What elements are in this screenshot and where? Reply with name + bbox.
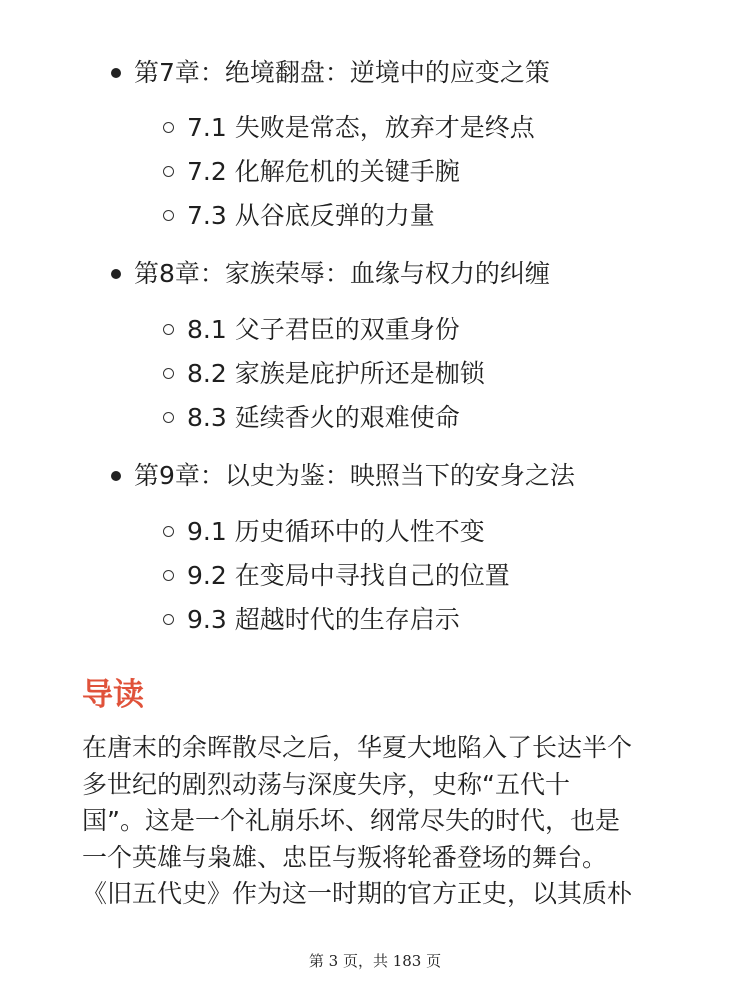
bullet-circle-icon bbox=[163, 614, 174, 625]
toc-chapter-9[interactable] bbox=[134, 459, 575, 493]
paragraph-line: 《旧五代史》作为这一时期的官方正史，以其质朴 bbox=[82, 879, 633, 908]
toc-section-9-1[interactable] bbox=[187, 515, 485, 549]
section-title: 8.1 父子君臣的双重身份 bbox=[187, 315, 460, 344]
toc-chapter-8[interactable] bbox=[134, 257, 550, 291]
chapter-title: 第8章：家族荣辱：血缘与权力的纠缠 bbox=[134, 259, 550, 288]
section-title: 7.1 失败是常态，放弃才是终点 bbox=[187, 113, 535, 142]
paragraph-line: 国”。这是一个礼崩乐坏、纲常尽失的时代，也是 bbox=[82, 806, 620, 835]
section-title: 9.1 历史循环中的人性不变 bbox=[187, 517, 485, 546]
bullet-circle-icon bbox=[163, 412, 174, 423]
toc-section-8-1[interactable] bbox=[187, 313, 460, 347]
section-title: 7.2 化解危机的关键手腕 bbox=[187, 157, 460, 186]
toc-section-7-2[interactable] bbox=[187, 155, 460, 189]
toc-chapter-7[interactable] bbox=[134, 56, 550, 90]
page-number: 第 3 页，共 183 页 bbox=[308, 952, 442, 970]
section-title: 9.2 在变局中寻找自己的位置 bbox=[187, 561, 510, 590]
section-title: 7.3 从谷底反弹的力量 bbox=[187, 201, 435, 230]
bullet-circle-icon bbox=[163, 210, 174, 221]
bullet-circle-icon bbox=[163, 368, 174, 379]
section-title: 9.3 超越时代的生存启示 bbox=[187, 605, 460, 634]
bullet-circle-icon bbox=[163, 122, 174, 133]
bullet-circle-icon bbox=[163, 166, 174, 177]
intro-paragraph bbox=[82, 730, 672, 913]
section-title: 8.2 家族是庇护所还是枷锁 bbox=[187, 359, 485, 388]
paragraph-line: 一个英雄与枭雄、忠臣与叛将轮番登场的舞台。 bbox=[82, 842, 608, 872]
bullet-circle-icon bbox=[163, 526, 174, 537]
chapter-title: 第9章：以史为鉴：映照当下的安身之法 bbox=[134, 461, 575, 490]
toc-section-8-3[interactable] bbox=[187, 401, 460, 435]
intro-heading: 导读 bbox=[82, 677, 144, 713]
paragraph-line: 多世纪的剧烈动荡与深度失序，史称“五代十 bbox=[82, 769, 570, 799]
toc-section-9-2[interactable] bbox=[187, 559, 510, 593]
section-title: 8.3 延续香火的艰难使命 bbox=[187, 403, 460, 432]
bullet-circle-icon bbox=[163, 324, 174, 335]
bullet-dot-icon bbox=[111, 68, 121, 78]
toc-section-7-1[interactable] bbox=[187, 111, 535, 145]
toc-section-9-3[interactable] bbox=[187, 603, 460, 637]
toc-section-8-2[interactable] bbox=[187, 357, 485, 391]
chapter-title: 第7章：绝境翻盘：逆境中的应变之策 bbox=[134, 58, 550, 87]
bullet-dot-icon bbox=[111, 471, 121, 481]
bullet-circle-icon bbox=[163, 570, 174, 581]
bullet-dot-icon bbox=[111, 269, 121, 279]
paragraph-line: 在唐末的余晖散尽之后，华夏大地陷入了长达半个 bbox=[82, 733, 633, 762]
toc-section-7-3[interactable] bbox=[187, 199, 435, 233]
